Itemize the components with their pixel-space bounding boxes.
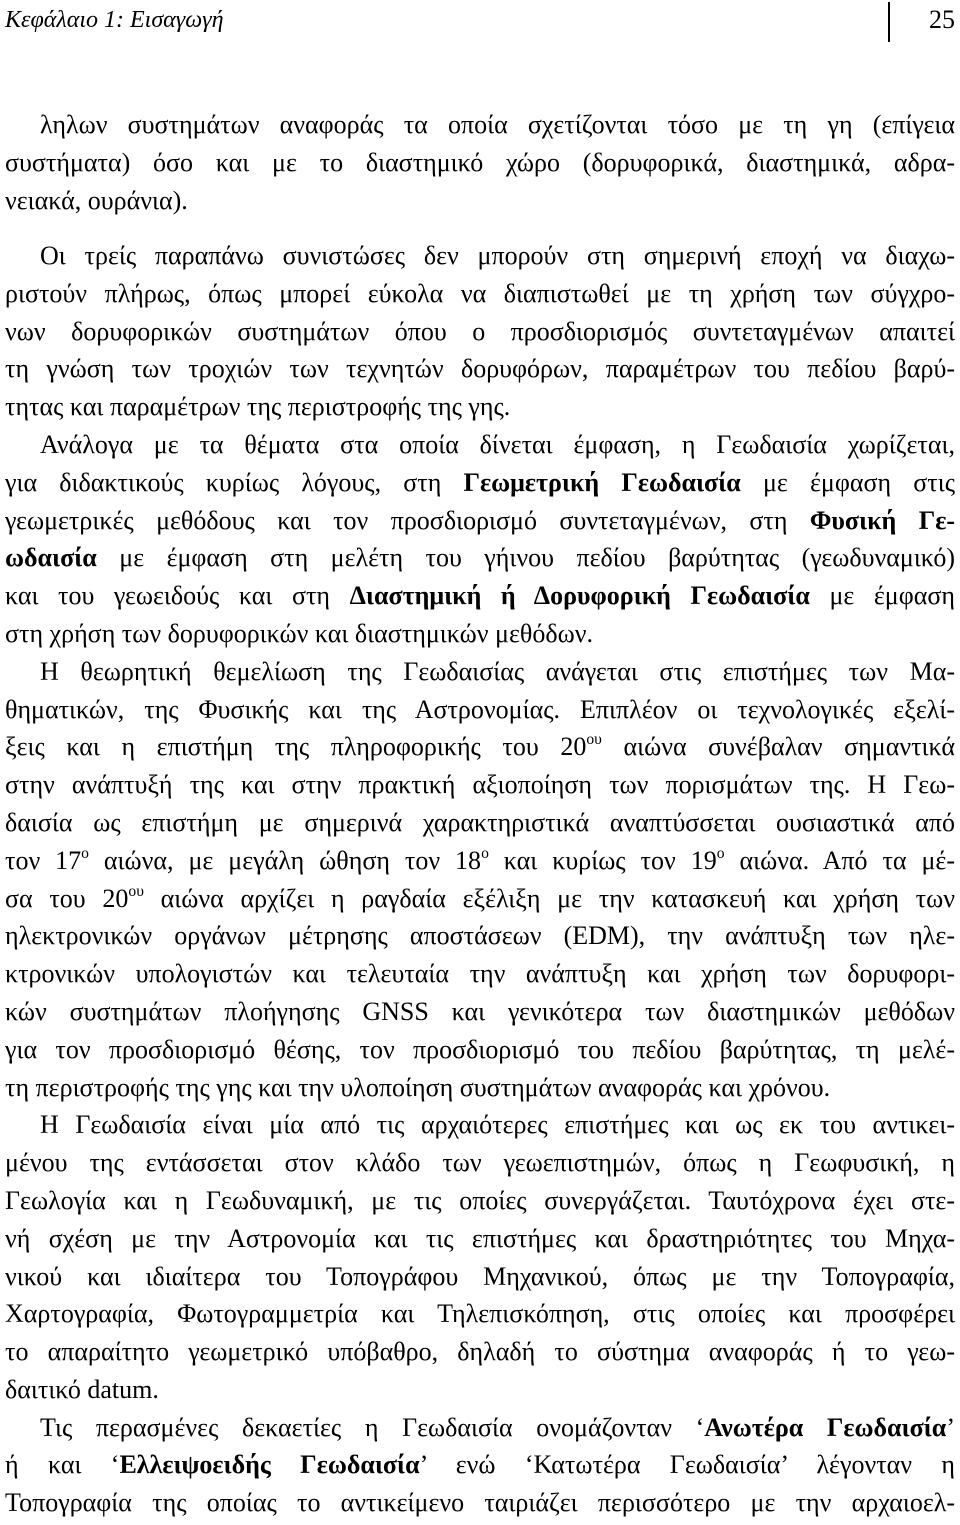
text-line: δαισία ως επιστήμη με σημερινά χαρακτηριστικά αναπτύσσεται ουσιαστικά από	[5, 807, 955, 837]
text-line: νικού και ιδιαίτερα του Τοπογράφου Μηχανικού, όπως με την Τοπογραφία,	[5, 1261, 955, 1291]
text-run: αιώνα. Από τα μέ-	[724, 845, 955, 875]
text-line: ληλων συστημάτων αναφοράς τα οποία σχετίζονται τόσο με τη γη (επίγεια	[40, 110, 955, 139]
page-header	[0, 0, 960, 44]
chapter-title: Κεφάλαιο 1: Εισαγωγή	[5, 7, 224, 33]
bold-term: Διαστημική ή Δορυφορική Γεωδαισία	[349, 581, 810, 611]
text-line: μένου της εντάσσεται στον κλάδο των γεωεπιστημών, όπως η Γεωφυσική, η	[5, 1148, 955, 1178]
text-run: Τις περασμένες δεκαετίες η Γεωδαισία ονομάζονταν ‘	[40, 1412, 705, 1442]
text-run: ’	[946, 1412, 955, 1442]
text-run: με έμφαση στη μελέτη του γήινου πεδίου βαρύτητας (γεωδυναμικό)	[96, 543, 955, 573]
text-run: αιώνα συνέβαλαν σημαντικά	[601, 732, 955, 762]
superscript: ο	[481, 844, 489, 862]
text-line	[5, 502, 955, 540]
text-run: αιώνα αρχίζει η ραγδαία εξέλιξη με την κατασκευή και χρήση των	[143, 883, 955, 913]
paragraph	[5, 653, 955, 1107]
text-line: Ανάλογα με τα θέματα στα οποία δίνεται έμφαση, η Γεωδαισία χωρίζεται,	[40, 429, 955, 459]
text-line	[5, 880, 955, 918]
text-line: νων δορυφορικών συστημάτων όπου ο προσδιορισμός συντεταγμένων απαιτεί	[5, 316, 955, 346]
paragraph	[5, 426, 955, 653]
text-line	[5, 1409, 955, 1447]
text-line: στη χρήση των δορυφορικών και διαστημικών μεθόδων.	[5, 618, 593, 648]
text-line: ηλεκτρονικών οργάνων μέτρησης αποστάσεων (EDM), την ανάπτυξη των ηλε-	[5, 921, 955, 951]
text-run: σα του 20	[5, 883, 129, 913]
text-line	[5, 1446, 955, 1484]
text-line: κών συστημάτων πλοήγησης GNSS και γενικότερα των διαστημικών μεθόδων	[5, 996, 955, 1026]
text-line: δαιτικό datum.	[5, 1374, 159, 1404]
text-line: κτρονικών υπολογιστών και τελευταία την ανάπτυξη και χρήση των δορυφορι-	[5, 959, 955, 989]
paragraph	[5, 1409, 955, 1522]
text-run: τον 17	[5, 845, 82, 875]
superscript: ου	[586, 731, 602, 749]
text-line: στην ανάπτυξή της και στην πρακτική αξιοποίηση των πορισμάτων της. Η Γεω-	[5, 770, 955, 800]
text-line: ριστούν πλήρως, όπως μπορεί εύκολα να διαπιστωθεί με τη χρήση των σύγχρο-	[5, 278, 955, 308]
text-line: Η θεωρητική θεμελίωση της Γεωδαισίας ανάγεται στις επιστήμες των Μα-	[40, 656, 955, 686]
text-line: Η Γεωδαισία είναι μία από τις αρχαιότερες επιστήμες και ως εκ του αντικει-	[40, 1110, 955, 1140]
text-run: γεωμετρικές μεθόδους και τον προσδιορισμό συντεταγμένων, στη	[5, 505, 810, 535]
paragraph	[5, 106, 955, 219]
text-line: για τον προσδιορισμό θέσης, τον προσδιορισμό του πεδίου βαρύτητας, τη μελέ-	[5, 1034, 955, 1064]
page-number: 25	[929, 5, 955, 34]
bold-term: Φυσική Γε-	[809, 505, 955, 535]
text-line: θηματικών, της Φυσικής και της Αστρονομίας. Επιπλέον οι τεχνολογικές εξελί-	[5, 694, 955, 724]
text-line: συστήματα) όσο και με το διαστημικό χώρο (δορυφορικά, διαστημικά, αδρα-	[5, 147, 955, 177]
text-line: τητας και παραμέτρων της περιστροφής της γης.	[5, 392, 511, 422]
text-line	[5, 842, 955, 880]
paragraph	[5, 237, 955, 426]
text-line: το απαραίτητο γεωμετρικό υπόβαθρο, δηλαδή το σύστημα αναφοράς ή το γεω-	[5, 1337, 955, 1367]
text-run: ξεις και η επιστήμη της πληροφορικής του 20	[5, 732, 587, 762]
paragraph	[5, 1106, 955, 1408]
text-line: νή σχέση με την Αστρονομία και τις επιστήμες και δραστηριότητες του Μηχα-	[5, 1223, 955, 1253]
text-line: νειακά, ουράνια).	[5, 185, 188, 215]
bold-term: Ανωτέρα Γεωδαισία	[704, 1412, 947, 1442]
text-run: αιώνα, με μεγάλη ώθηση τον 18	[88, 845, 482, 875]
text-run: και κυρίως τον 19	[488, 845, 717, 875]
text-line	[5, 728, 955, 766]
text-run: ’ ενώ ‘Κατωτέρα Γεωδαισία’ λέγονταν η	[419, 1450, 955, 1480]
text-line	[5, 464, 955, 502]
bold-term: Γεωμετρική Γεωδαισία	[463, 467, 741, 497]
text-line: Οι τρείς παραπάνω συνιστώσες δεν μπορούν στη σημερινή εποχή να διαχω-	[40, 240, 955, 270]
superscript: ο	[81, 844, 89, 862]
text-run: με έμφαση στις	[740, 467, 955, 497]
text-run: και του γεωειδούς και στη	[5, 581, 350, 611]
bold-term: Ελλειψοειδής Γεωδαισία	[119, 1450, 420, 1480]
text-line	[5, 577, 955, 615]
text-run: για διδακτικούς κυρίως λόγους, στη	[5, 467, 464, 497]
body-text	[5, 106, 955, 1522]
superscript: ου	[128, 882, 144, 900]
text-run: ή και ‘	[5, 1450, 120, 1480]
text-line: Τοπογραφία της οποίας το αντικείμενο ταιριάζει περισσότερο με την αρχαιοελ-	[5, 1488, 955, 1518]
text-line: τη περιστροφής της γης και την υλοποίηση συστημάτων αναφοράς και χρόνου.	[5, 1072, 831, 1102]
text-run: με έμφαση	[809, 581, 955, 611]
text-line: τη γνώση των τροχιών των τεχνητών δορυφόρων, παραμέτρων του πεδίου βαρύ-	[5, 354, 955, 384]
text-line: Γεωλογία και η Γεωδυναμική, με τις οποίες συνεργάζεται. Ταυτόχρονα έχει στε-	[5, 1185, 955, 1215]
text-line	[5, 539, 955, 577]
superscript: ο	[716, 844, 725, 862]
bold-term: ωδαισία	[5, 543, 97, 573]
text-line: Χαρτογραφία, Φωτογραμμετρία και Τηλεπισκόπηση, στις οποίες και προσφέρει	[5, 1299, 955, 1329]
header-divider	[888, 2, 890, 42]
